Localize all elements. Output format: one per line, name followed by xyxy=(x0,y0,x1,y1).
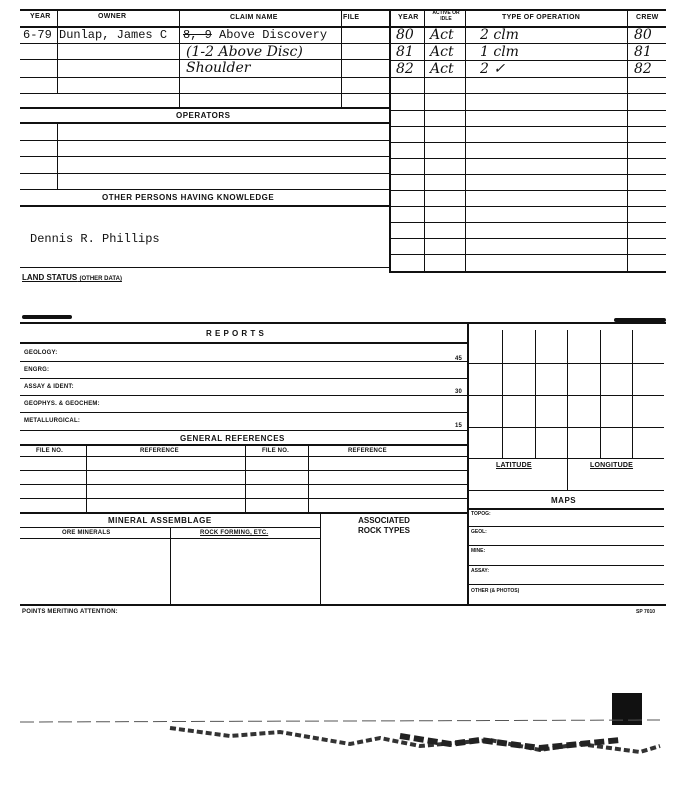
activity-status: Act xyxy=(430,44,454,60)
maps-title: MAPS xyxy=(551,496,577,505)
divider xyxy=(245,445,246,512)
activity-year: 82 xyxy=(396,61,414,77)
claim-handwritten-note: (1-2 Above Disc) xyxy=(186,44,303,60)
mineral-assemblage-title: MINERAL ASSEMBLAGE xyxy=(108,516,212,525)
grid-line xyxy=(600,330,601,458)
report-page-num: 45 xyxy=(455,356,463,362)
row-line xyxy=(390,158,666,159)
row-line xyxy=(20,205,390,207)
ref-reference-header: REFERENCE xyxy=(140,448,179,454)
header-type-of-operation: TYPE OF OPERATION xyxy=(502,14,581,21)
claim-name-text: Above Discovery xyxy=(219,28,328,42)
ref-file-no-header: FILE NO. xyxy=(36,448,63,454)
grid-line xyxy=(502,330,503,458)
header-year-2: YEAR xyxy=(398,14,419,21)
report-label: ENGRG: xyxy=(24,367,50,373)
row-line xyxy=(20,342,467,344)
divider xyxy=(86,445,87,512)
row-line xyxy=(390,238,666,239)
row-line xyxy=(390,93,666,94)
report-label: ASSAY & IDENT: xyxy=(24,384,74,390)
map-label: ASSAY: xyxy=(471,568,490,574)
report-label: METALLURGICAL: xyxy=(24,418,81,424)
rock-forming-header: ROCK FORMING, ETC. xyxy=(200,530,269,536)
header-year: YEAR xyxy=(30,13,51,20)
report-page-num: 15 xyxy=(455,423,463,429)
activity-operation: 2 ✓ xyxy=(480,61,506,77)
divider xyxy=(320,513,321,604)
activity-status: Act xyxy=(430,61,454,77)
activity-status: Act xyxy=(430,27,454,43)
row-line xyxy=(390,174,666,175)
knowledge-person: Dennis R. Phillips xyxy=(30,232,160,246)
grid-line xyxy=(468,363,664,364)
activity-year: 80 xyxy=(396,27,414,43)
row-line xyxy=(468,584,664,585)
report-label: GEOLOGY: xyxy=(24,350,58,356)
row-line xyxy=(20,430,467,431)
divider xyxy=(170,528,171,604)
ref-file-no-header-2: FILE NO. xyxy=(262,448,289,454)
grid-line xyxy=(567,330,568,490)
row-line xyxy=(20,267,390,268)
top-border xyxy=(20,9,666,11)
associated-rock-types-line2: ROCK TYPES xyxy=(358,526,411,535)
row-line xyxy=(390,254,666,255)
scan-mark xyxy=(22,315,72,319)
row-line xyxy=(20,412,467,413)
row-line xyxy=(468,565,664,566)
row-line xyxy=(390,190,666,191)
land-status-sub: (OTHER DATA) xyxy=(79,276,122,282)
activity-year: 81 xyxy=(396,44,414,60)
report-page-num: 30 xyxy=(455,389,463,395)
row-line xyxy=(468,490,664,491)
activity-crew: 80 xyxy=(634,27,652,43)
reports-title: R E P O R T S xyxy=(206,329,265,338)
row-line xyxy=(20,156,390,157)
row-line xyxy=(20,395,467,396)
scan-noise xyxy=(20,710,666,770)
associated-rock-types-line1: ASSOCIATED xyxy=(358,516,410,525)
activity-operation: 1 clm xyxy=(480,44,519,60)
row-line xyxy=(20,361,467,362)
ore-minerals-header: ORE MINERALS xyxy=(62,530,111,536)
year-owner-text: 6-79 Dunlap, James C xyxy=(23,28,168,42)
bottom-border xyxy=(20,604,666,606)
row-line xyxy=(20,512,467,514)
form-code: SP 7010 xyxy=(636,609,656,615)
header-claim-name: CLAIM NAME xyxy=(230,14,278,21)
activity-crew: 82 xyxy=(634,61,652,77)
grid-line xyxy=(535,330,536,458)
general-references-title: GENERAL REFERENCES xyxy=(180,434,285,443)
ref-reference-header-2: REFERENCE xyxy=(348,448,387,454)
grid-line xyxy=(468,427,664,428)
row-line xyxy=(20,107,390,109)
header-owner: OWNER xyxy=(98,13,127,20)
grid-line xyxy=(468,395,664,396)
row-line xyxy=(20,378,467,379)
row-line xyxy=(20,140,390,141)
row-line xyxy=(20,470,467,471)
row-line xyxy=(468,508,664,510)
row-line xyxy=(390,142,666,143)
header-file: FILE xyxy=(343,14,360,21)
activity-operation: 2 clm xyxy=(480,27,519,43)
grid-line xyxy=(632,330,633,458)
activity-crew: 81 xyxy=(634,44,652,60)
divider xyxy=(308,445,309,512)
claim-handwritten-shoulder: Shoulder xyxy=(186,60,251,76)
grid-line xyxy=(468,458,664,459)
land-status-label xyxy=(22,273,122,282)
points-meriting-attention-label: POINTS MERITING ATTENTION: xyxy=(22,609,118,615)
divider xyxy=(57,123,58,189)
row-line xyxy=(390,110,666,111)
row-line xyxy=(20,189,390,190)
row-line xyxy=(468,526,664,527)
map-label: TOPOG: xyxy=(471,511,491,517)
row-line xyxy=(390,206,666,207)
report-label: GEOPHYS. & GEOCHEM: xyxy=(24,401,100,407)
associated-rock-types xyxy=(358,516,410,536)
longitude-label: LONGITUDE xyxy=(590,462,634,469)
row-line xyxy=(20,122,390,124)
land-status-main: LAND STATUS xyxy=(22,273,78,282)
row-line xyxy=(20,444,467,446)
divider xyxy=(57,10,58,94)
row-line xyxy=(468,545,664,546)
latitude-label: LATITUDE xyxy=(496,462,532,469)
row-line xyxy=(20,77,390,78)
row-line xyxy=(20,173,390,174)
header-active-idle: ACTIVE OR IDLE xyxy=(432,10,460,22)
knowledge-title: OTHER PERSONS HAVING KNOWLEDGE xyxy=(102,193,275,202)
map-label: MINE: xyxy=(471,548,486,554)
operators-title: OPERATORS xyxy=(176,111,231,120)
row-line xyxy=(20,484,467,485)
row-line xyxy=(20,498,467,499)
row-line xyxy=(20,456,467,457)
claim-struck-text: 8, 9 xyxy=(183,28,212,42)
header-crew: CREW xyxy=(636,14,659,21)
row-line xyxy=(390,77,666,78)
divider xyxy=(467,323,469,606)
row-line xyxy=(390,271,666,273)
row-line xyxy=(20,93,390,94)
row-line xyxy=(390,222,666,223)
map-label: OTHER (& PHOTOS) xyxy=(471,588,520,594)
row-line xyxy=(390,126,666,127)
reports-top-border xyxy=(20,322,666,324)
map-label: GEOL: xyxy=(471,529,487,535)
